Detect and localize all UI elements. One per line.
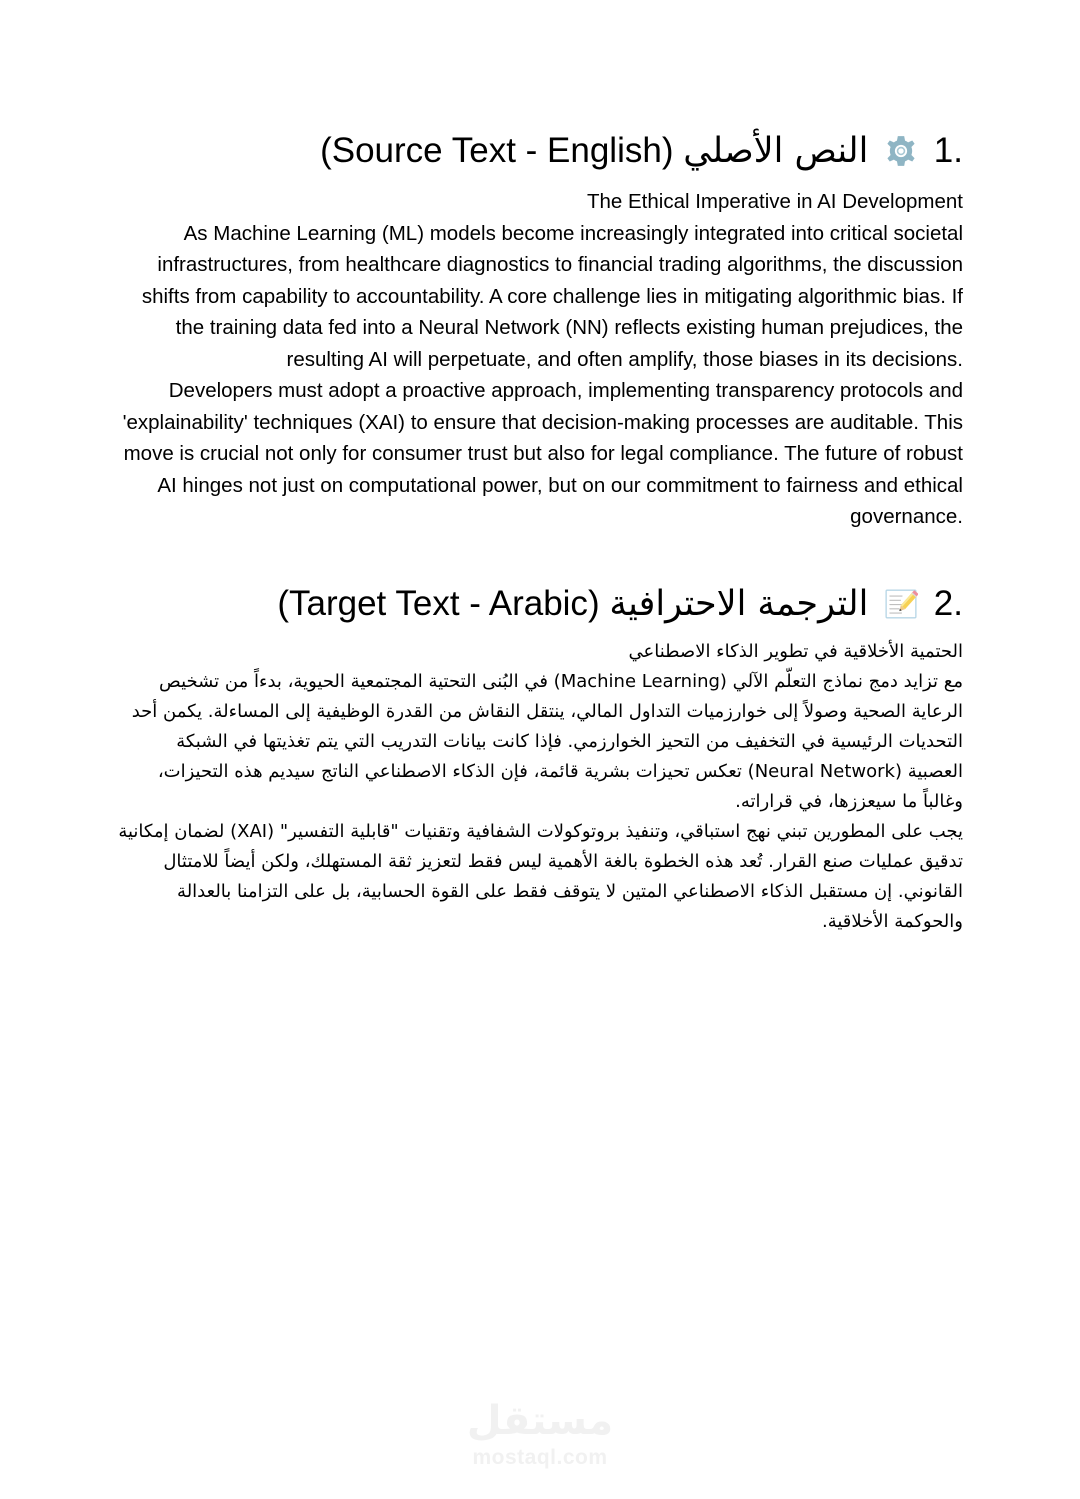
arabic-heading-line: الحتمية الأخلاقية في تطوير الذكاء الاصطناعي [628,641,963,663]
section-heading-source-text [118,130,963,172]
section-number-2: .2 [933,583,963,623]
mostaql-watermark [0,1388,1080,1480]
english-line: infrastructures, from healthcare diagnostics to financial trading algorithms, the discussion [157,253,963,277]
english-line: As Machine Learning (ML) models become increasingly integrated into critical societal [183,221,963,245]
section-title-english-1: (Source Text - English) [320,131,674,170]
watermark-arabic-mark: مستقل [466,1397,614,1444]
arabic-paragraph-2: يجب على المطورين تبني نهج استباقي، وتنفيذ بروتوكولات الشفافية وتقنيات "قابلية التفسير" (XAI) لضمان إمكانية تدقيق عمليات صنع القرار. تُعد هذه الخطوة بالغة الأهمية ليس فقط لتعزيز ثقة المستهلك، ولكن أيضاً للامتثال القانوني. إن مستقبل الذكاء الاصطناعي المتين لا يتوقف فقط على القوة الحسابية، بل على التزامنا بالعدالة والحوكمة الأخلاقية. [118,821,963,933]
section-number-1: .1 [933,131,963,170]
english-line: the training data fed into a Neural Network (NN) reflects existing human prejudices, the [175,316,963,340]
english-line: move is crucial not only for consumer trust but also for legal compliance. The future of robust [123,442,963,466]
english-paragraph-2 [118,375,963,533]
english-paragraph-1 [118,218,963,376]
english-line: governance. [850,505,963,529]
english-line: AI hinges not just on computational power, but on our commitment to fairness and ethical [157,473,963,497]
english-line: 'explainability' techniques (XAI) to ensure that decision-making processes are auditable. This [122,410,963,434]
english-line: shifts from capability to accountability. A core challenge lies in mitigating algorithmic bias. If [141,284,963,308]
section-title-arabic-1: النص الأصلي [683,131,869,171]
section-heading-target-text [118,583,963,625]
section-title-english-2: (Target Text - Arabic) [277,583,600,623]
english-heading-text: The Ethical Imperative in AI Development [586,190,963,214]
gear-icon [884,134,918,168]
arabic-paragraph-1: مع تزايد دمج نماذج التعلّم الآلي (Machine Learning) في البُنى التحتية المجتمعية الحيوية، بدءاً من تشخيص الرعاية الصحية وصولاً إلى خوارزميات التداول المالي، ينتقل النقاش من القدرة الوظيفية إلى المساءلة. يكمن أحد التحديات الرئيسية في التخفيف من التحيز الخوارزمي. فإذا كانت بيانات التدريب التي يتم تغذيتها في الشبكة العصبية (Neural Network) تعكس تحيزات بشرية قائمة، فإن الذكاء الاصطناعي الناتج سيديم هذه التحيزات، وغالباً ما سيعززها، في قراراته. [131,671,963,813]
english-line: resulting AI will perpetuate, and often amplify, those biases in its decisions. [286,347,963,371]
section-title-arabic-2: الترجمة الاحترافية [609,583,869,624]
memo-icon [884,587,918,621]
english-heading-line [118,186,963,218]
english-line: Developers must adopt a proactive approach, implementing transparency protocols and [168,379,963,403]
document-content [118,130,963,937]
watermark-domain: mostaql.com [472,1445,608,1469]
